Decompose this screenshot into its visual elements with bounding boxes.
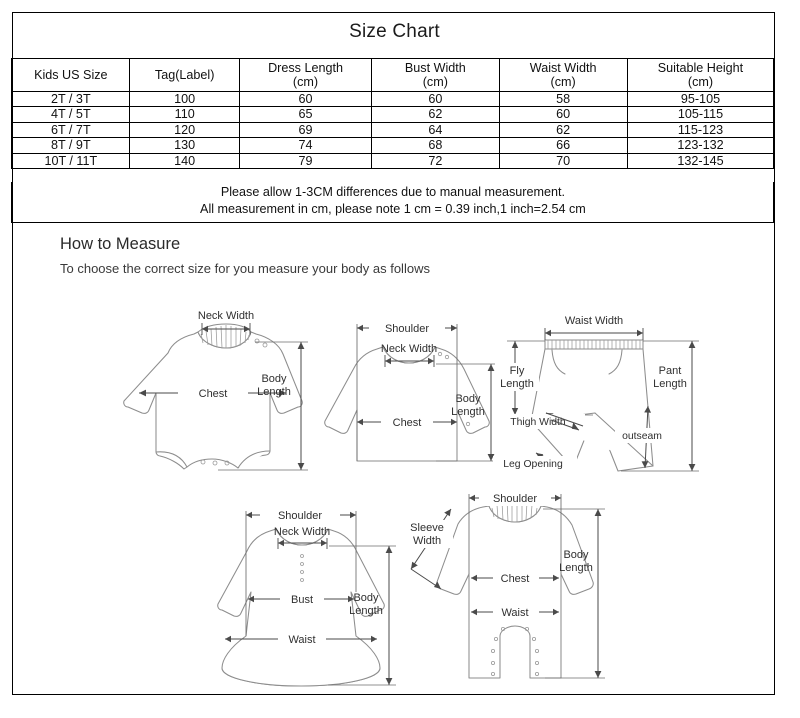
label-sleeve-width-line2: Width: [412, 535, 442, 547]
label-thigh-width: Thigh Width: [510, 417, 566, 428]
table-body: [12, 92, 774, 169]
cell-bust-width: 60: [371, 92, 499, 107]
header-line-1: Bust Width: [404, 60, 466, 75]
cell-waist-width: 70: [499, 153, 627, 168]
dimension-waist-width: [545, 328, 643, 340]
table-row: [12, 92, 774, 107]
cell-suitable-height: 95-105: [627, 92, 774, 107]
cell-size: 6T / 7T: [12, 122, 130, 137]
cell-size: 4T / 5T: [12, 107, 130, 122]
label-body-length-line1: Body: [353, 592, 379, 604]
size-chart-table: [11, 58, 774, 169]
cell-tag: 110: [130, 107, 240, 122]
diagram-romper: [385, 486, 620, 696]
header-line-2: (cm): [292, 75, 319, 89]
column-header-suitable-height: [627, 59, 774, 92]
header-line-2: (cm): [422, 75, 448, 89]
cell-bust-width: 62: [371, 107, 499, 122]
cell-suitable-height: 105-115: [627, 107, 774, 122]
label-outseam: outseam: [622, 431, 662, 442]
diagram-bodysuit: [98, 301, 313, 486]
how-to-measure-heading: How to Measure: [60, 235, 181, 253]
diagram-dress: [188, 496, 413, 696]
label-shoulder: Shoulder: [492, 493, 538, 505]
header-line-2: (cm): [550, 75, 576, 89]
cell-bust-width: 72: [371, 153, 499, 168]
header-line-1: Suitable Height: [657, 60, 744, 75]
cell-waist-width: 62: [499, 122, 627, 137]
label-neck-width: Neck Width: [380, 343, 438, 355]
cell-dress-length: 65: [240, 107, 372, 122]
page-title: Size Chart: [349, 21, 440, 42]
table-header: [12, 59, 774, 92]
label-body-length-line2: Length: [349, 605, 383, 617]
cell-tag: 140: [130, 153, 240, 168]
table-header-row: [12, 59, 774, 92]
table-row: [12, 138, 774, 153]
cell-dress-length: 60: [240, 92, 372, 107]
header-line-2: (cm): [687, 75, 714, 89]
label-body-length-line2: Length: [451, 406, 485, 418]
header-line-1: Waist Width: [529, 60, 597, 75]
diagram-sweater: [301, 306, 516, 476]
cell-dress-length: 74: [240, 138, 372, 153]
cell-bust-width: 64: [371, 122, 499, 137]
cell-tag: 130: [130, 138, 240, 153]
header-line-1: Kids US Size: [34, 67, 108, 82]
label-neck-width: Neck Width: [273, 526, 331, 538]
dimension-pant-length: [689, 341, 696, 471]
cell-waist-width: 60: [499, 107, 627, 122]
label-body-length-line2: Length: [559, 562, 593, 574]
how-to-measure-subheading: To choose the correct size for you measure your body as follows: [60, 261, 430, 276]
label-shoulder: Shoulder: [277, 510, 323, 522]
label-pant-length-line2: Length: [653, 378, 687, 390]
measurement-notes: [11, 182, 774, 223]
label-body-length-line1: Body: [455, 393, 481, 405]
header-line-1: Dress Length: [268, 60, 343, 75]
cell-tag: 100: [130, 92, 240, 107]
label-chest: Chest: [392, 417, 422, 429]
cell-suitable-height: 123-132: [627, 138, 774, 153]
label-neck-width: Neck Width: [197, 310, 255, 322]
header-line-1: Tag(Label): [154, 67, 215, 82]
column-header-kids-us-size: [12, 59, 130, 92]
label-shoulder: Shoulder: [384, 323, 430, 335]
table-row: [12, 153, 774, 168]
cell-size: 2T / 3T: [12, 92, 130, 107]
cell-tag: 120: [130, 122, 240, 137]
label-chest: Chest: [198, 388, 228, 400]
label-bust: Bust: [290, 594, 314, 606]
label-fly-length-line1: Fly: [509, 365, 525, 377]
cell-waist-width: 58: [499, 92, 627, 107]
label-waist-width: Waist Width: [564, 315, 624, 327]
dimension-body-length: [595, 509, 602, 678]
label-pant-length-line1: Pant: [658, 365, 682, 377]
cell-suitable-height: 115-123: [627, 122, 774, 137]
column-header-dress-length: [240, 59, 372, 92]
column-header-bust-width: [371, 59, 499, 92]
label-body-length-line2: Length: [257, 386, 291, 398]
label-leg-opening: Leg Opening: [503, 459, 563, 470]
diagram-pants: [493, 308, 718, 493]
cell-size: 10T / 11T: [12, 153, 130, 168]
label-chest: Chest: [500, 573, 530, 585]
table-row: [12, 107, 774, 122]
label-body-length-line1: Body: [563, 549, 589, 561]
cell-dress-length: 69: [240, 122, 372, 137]
cell-bust-width: 68: [371, 138, 499, 153]
label-waist: Waist: [501, 607, 529, 619]
label-sleeve-width-line1: Sleeve: [410, 522, 444, 534]
table-row: [12, 122, 774, 137]
chart-frame: [12, 12, 775, 695]
cell-suitable-height: 132-145: [627, 153, 774, 168]
label-fly-length-line2: Length: [500, 378, 534, 390]
label-body-length-line1: Body: [261, 373, 287, 385]
cell-dress-length: 79: [240, 153, 372, 168]
cell-waist-width: 66: [499, 138, 627, 153]
column-header-tag-label: [130, 59, 240, 92]
note-line-1: Please allow 1-3CM differences due to manual measurement.: [220, 185, 565, 199]
label-waist: Waist: [288, 634, 316, 646]
cell-size: 8T / 9T: [12, 138, 130, 153]
column-header-waist-width: [499, 59, 627, 92]
note-line-2: All measurement in cm, please note 1 cm = 0.39 inch,1 inch=2.54 cm: [200, 202, 586, 217]
